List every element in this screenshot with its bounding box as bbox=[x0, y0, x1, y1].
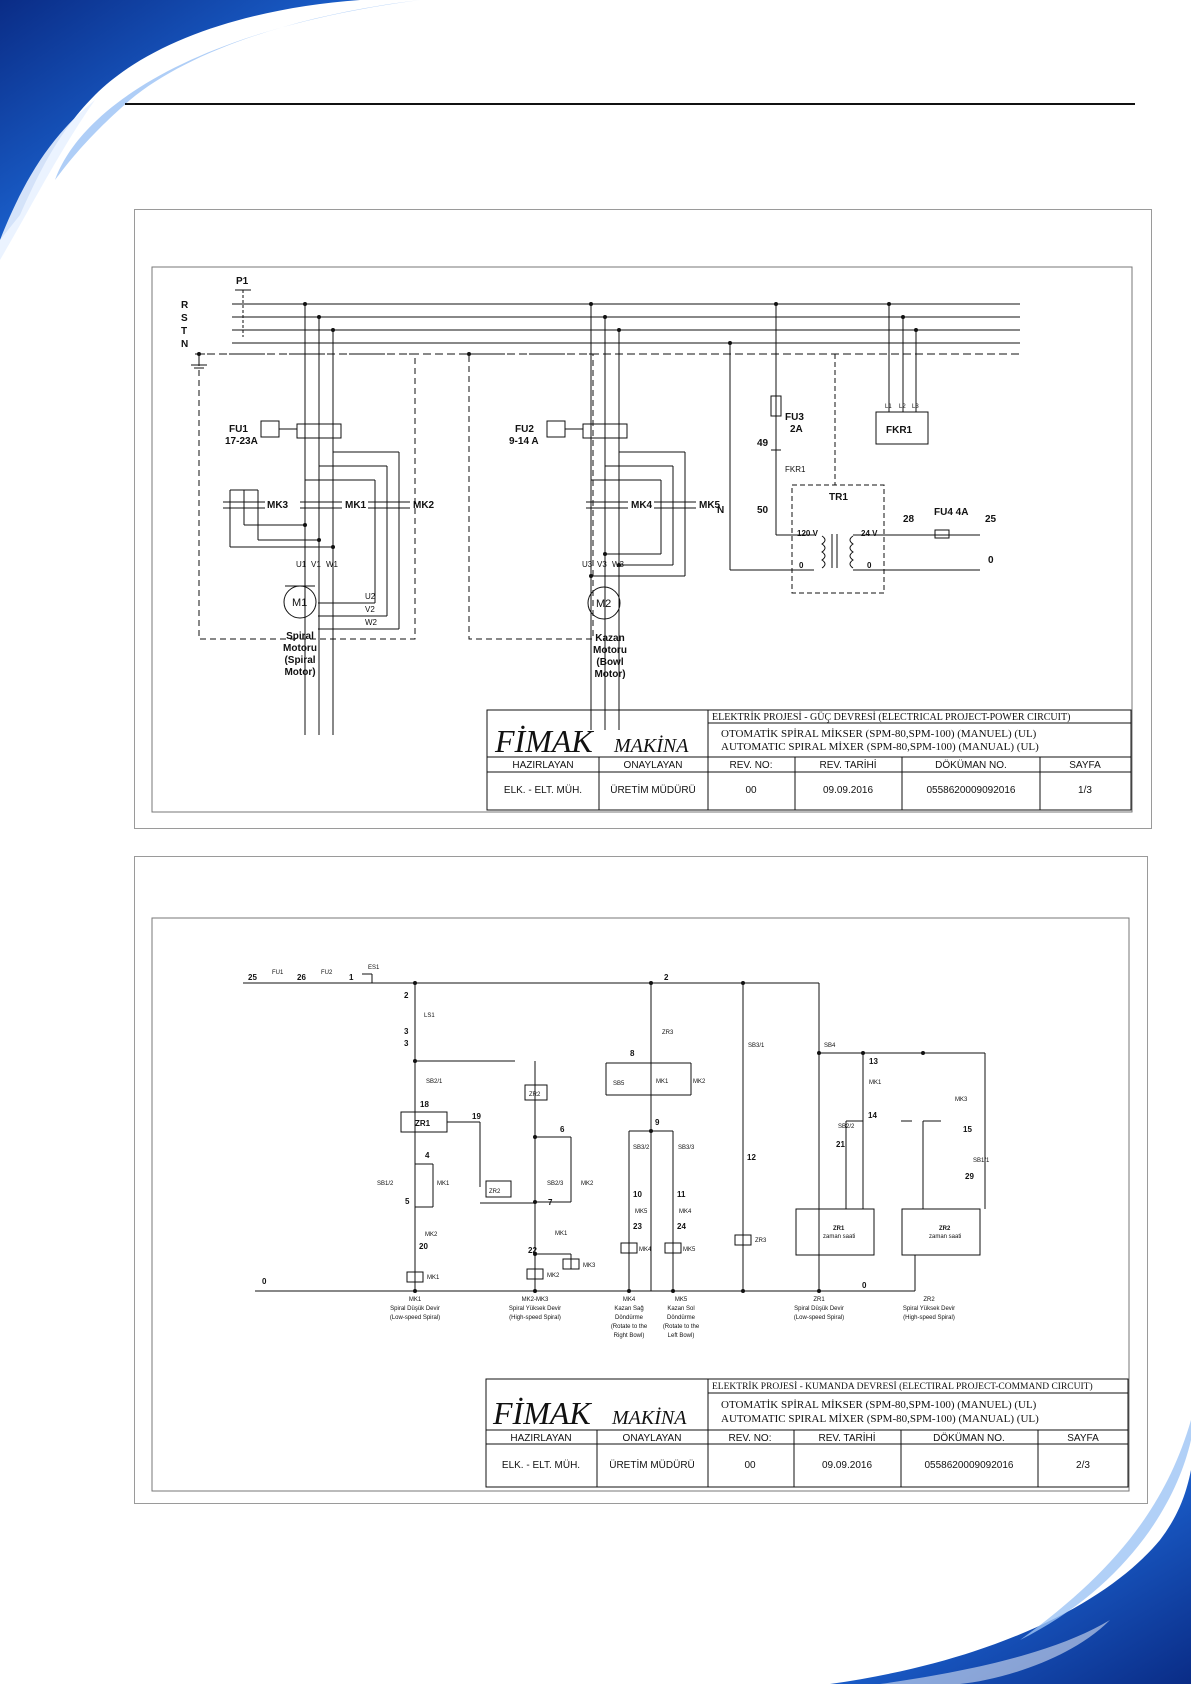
label-zr3-contact: ZR3 bbox=[662, 1030, 674, 1036]
label-p1: P1 bbox=[236, 276, 249, 287]
caption-zr1-line: Spiral Düşük Devir bbox=[794, 1306, 844, 1312]
timer-zr1-block-label: ZR1 bbox=[833, 1226, 845, 1232]
label-9: 9 bbox=[655, 1118, 660, 1127]
tb-header-hazirlayan: HAZIRLAYAN bbox=[512, 760, 574, 771]
label-mk5: MK5 bbox=[699, 500, 721, 511]
transformer-tr1-label: TR1 bbox=[829, 492, 848, 503]
label-u1: U1 bbox=[296, 560, 307, 569]
label-0-right: 0 bbox=[862, 1281, 867, 1290]
brand-logo: FİMAK bbox=[495, 723, 593, 759]
label-13: 13 bbox=[869, 1057, 878, 1066]
command-circuit-sheet bbox=[134, 856, 1148, 1504]
brand-logo-secondary: MAKİNA bbox=[614, 735, 689, 757]
label-mk1-contact-c: MK1 bbox=[656, 1079, 669, 1085]
coil-mk3-label: MK3 bbox=[583, 1263, 596, 1269]
description-tr: OTOMATİK SPİRAL MİKSER (SPM-80,SPM-100) (MANUEL) (UL) bbox=[721, 1399, 1037, 1411]
coil-mk2-label: MK2 bbox=[547, 1273, 560, 1279]
tb-value-onaylayan: ÜRETİM MÜDÜRÜ bbox=[610, 785, 696, 796]
label-23: 23 bbox=[633, 1222, 642, 1231]
label-u3: U3 bbox=[582, 560, 593, 569]
label-v2: V2 bbox=[365, 605, 375, 614]
tb-header-page: SAYFA bbox=[1067, 1433, 1099, 1444]
label-26: 26 bbox=[297, 973, 306, 982]
tb-header-rev-no: REV. NO: bbox=[728, 1433, 772, 1444]
label-22: 22 bbox=[528, 1246, 537, 1255]
label-fu3-rating: 2A bbox=[790, 424, 803, 435]
tb-header-page: SAYFA bbox=[1069, 760, 1101, 771]
caption-zr2-line: ZR2 bbox=[923, 1297, 935, 1303]
label-fu2-rating: 9-14 A bbox=[509, 436, 539, 447]
brand-logo-secondary: MAKİNA bbox=[612, 1407, 687, 1429]
label-mk2-contact: MK2 bbox=[425, 1232, 438, 1238]
caption-mk1-line: (Low-speed Spiral) bbox=[389, 1315, 441, 1321]
label-fu1: FU1 bbox=[229, 424, 248, 435]
tb-header-onaylayan: ONAYLAYAN bbox=[622, 1433, 682, 1444]
caption-mk5-line: (Rotate to the bbox=[662, 1324, 700, 1330]
tb-header-doc-no: DÖKÜMAN NO. bbox=[935, 760, 1007, 771]
timer-zr2-caption: zaman saati bbox=[929, 1234, 962, 1240]
caption-mk4-line: Kazan Sağ bbox=[614, 1306, 644, 1312]
label-sb1-2: SB1/2 bbox=[377, 1181, 394, 1187]
label-n-wire: N bbox=[717, 505, 725, 516]
label-fu4: FU4 4A bbox=[934, 507, 969, 518]
tb-value-onaylayan: ÜRETİM MÜDÜRÜ bbox=[609, 1460, 695, 1471]
caption-mk5-line: MK5 bbox=[674, 1297, 688, 1303]
label-sb3-3: SB3/3 bbox=[678, 1145, 695, 1151]
caption-zr1-line: (Low-speed Spiral) bbox=[793, 1315, 845, 1321]
timer-zr2-contact-label: ZR2 bbox=[489, 1189, 501, 1195]
label-mk3-contact-d: MK3 bbox=[955, 1097, 968, 1103]
label-mk2-contact-c: MK2 bbox=[693, 1079, 706, 1085]
coil-mk4-label: MK4 bbox=[639, 1247, 652, 1253]
caption-mk1-line: Spiral Düşük Devir bbox=[390, 1306, 440, 1312]
caption-mk4-line: Right Bowl) bbox=[613, 1333, 645, 1339]
label-19: 19 bbox=[472, 1112, 481, 1121]
label-mk1-contact-d: MK1 bbox=[869, 1080, 882, 1086]
tb-header-doc-no: DÖKÜMAN NO. bbox=[933, 1433, 1005, 1444]
label-mk1-contact: MK1 bbox=[437, 1181, 450, 1187]
label-w2: W2 bbox=[365, 618, 377, 627]
label-l1: L1 bbox=[885, 404, 892, 410]
description-en: AUTOMATIC SPIRAL MİXER (SPM-80,SPM-100) (MANUAL) (UL) bbox=[721, 741, 1039, 753]
caption-mk2-mk3-line: Spiral Yüksek Devir bbox=[508, 1306, 562, 1312]
label-29: 29 bbox=[965, 1172, 974, 1181]
tb-value-rev-no: 00 bbox=[744, 1460, 756, 1471]
label-sb2-2: SB2/2 bbox=[838, 1124, 855, 1130]
label-fu3: FU3 bbox=[785, 412, 804, 423]
label-mk1: MK1 bbox=[345, 500, 367, 511]
m1-caption-line: (Spiral bbox=[284, 655, 316, 666]
label-sb2-1: SB2/1 bbox=[426, 1079, 443, 1085]
label-0-bus: 0 bbox=[262, 1277, 267, 1286]
caption-zr2-line: Spiral Yüksek Devir bbox=[902, 1306, 956, 1312]
tb-value-doc-no: 0558620009092016 bbox=[924, 1460, 1014, 1471]
tb-value-doc-no: 0558620009092016 bbox=[926, 785, 1016, 796]
caption-zr1-line: ZR1 bbox=[813, 1297, 825, 1303]
label-fu1-rating: 17-23A bbox=[225, 436, 258, 447]
caption-mk2-mk3-line: (High-speed Spiral) bbox=[509, 1315, 561, 1321]
tb-value-page: 1/3 bbox=[1078, 785, 1092, 796]
motor-m2-label: M2 bbox=[596, 598, 612, 610]
m2-caption-line: Motoru bbox=[593, 645, 627, 656]
label-50: 50 bbox=[757, 505, 769, 516]
label-24v: 24 V bbox=[861, 529, 878, 538]
label-21: 21 bbox=[836, 1140, 845, 1149]
tb-header-rev-date: REV. TARİHİ bbox=[819, 760, 877, 771]
description-en: AUTOMATIC SPIRAL MİXER (SPM-80,SPM-100) (MANUAL) (UL) bbox=[721, 1413, 1039, 1425]
label-v3: V3 bbox=[597, 560, 607, 569]
caption-zr2-line: (High-speed Spiral) bbox=[903, 1315, 955, 1321]
label-s: S bbox=[181, 313, 188, 324]
label-w1: W1 bbox=[326, 560, 338, 569]
label-mk4-contact: MK4 bbox=[679, 1209, 692, 1215]
label-r: R bbox=[181, 300, 189, 311]
label-mk2: MK2 bbox=[413, 500, 435, 511]
label-fkr1-contact: FKR1 bbox=[785, 465, 806, 474]
power-circuit-diagram bbox=[135, 210, 1151, 828]
description-tr: OTOMATİK SPİRAL MİKSER (SPM-80,SPM-100) (MANUEL) (UL) bbox=[721, 728, 1037, 740]
label-2: 2 bbox=[404, 991, 409, 1000]
label-mk2-contact-b: MK2 bbox=[581, 1181, 594, 1187]
label-ls1: LS1 bbox=[424, 1013, 435, 1019]
label-7: 7 bbox=[548, 1198, 553, 1207]
label-120v: 120 V bbox=[797, 529, 818, 538]
label-v1: V1 bbox=[311, 560, 321, 569]
tb-header-onaylayan: ONAYLAYAN bbox=[623, 760, 683, 771]
m1-caption-line: Motoru bbox=[283, 643, 317, 654]
label-0-primary: 0 bbox=[799, 561, 804, 570]
label-28: 28 bbox=[903, 514, 915, 525]
m1-caption-line: Spiral bbox=[286, 631, 314, 642]
timer-zr2-coil-label: ZR2 bbox=[529, 1092, 541, 1098]
label-18: 18 bbox=[420, 1100, 429, 1109]
timer-zr1-label: ZR1 bbox=[415, 1119, 431, 1128]
caption-mk5-line: Kazan Sol bbox=[667, 1306, 695, 1312]
label-15: 15 bbox=[963, 1125, 972, 1134]
coil-mk1-label: MK1 bbox=[427, 1275, 440, 1281]
label-6: 6 bbox=[560, 1125, 565, 1134]
project-title: ELEKTRİK PROJESİ - GÜÇ DEVRESİ (ELECTRICAL PROJECT-POWER CIRCUIT) bbox=[712, 712, 1071, 723]
label-10: 10 bbox=[633, 1190, 642, 1199]
label-sb3-2: SB3/2 bbox=[633, 1145, 650, 1151]
label-t: T bbox=[181, 326, 188, 337]
label-14: 14 bbox=[868, 1111, 877, 1120]
m2-caption-line: Motor) bbox=[594, 669, 626, 680]
coil-zr3-label: ZR3 bbox=[755, 1238, 767, 1244]
label-1: 1 bbox=[349, 973, 354, 982]
label-n: N bbox=[181, 339, 189, 350]
tb-header-hazirlayan: HAZIRLAYAN bbox=[510, 1433, 572, 1444]
label-11: 11 bbox=[677, 1190, 686, 1199]
label-20: 20 bbox=[419, 1242, 428, 1251]
timer-zr2-block-label: ZR2 bbox=[939, 1226, 951, 1232]
command-circuit-diagram bbox=[135, 857, 1147, 1503]
motor-m1-label: M1 bbox=[292, 597, 308, 609]
tb-value-rev-date: 09.09.2016 bbox=[821, 1460, 873, 1471]
label-sb5: SB5 bbox=[613, 1081, 625, 1087]
label-8: 8 bbox=[630, 1049, 635, 1058]
project-title: ELEKTRİK PROJESİ - KUMANDA DEVRESİ (ELECTIRAL PROJECT-COMMAND CIRCUIT) bbox=[712, 1382, 1093, 1392]
page-header-rule bbox=[125, 103, 1135, 105]
caption-mk4-line: (Rotate to the bbox=[610, 1324, 648, 1330]
label-3a: 3 bbox=[404, 1027, 409, 1036]
power-circuit-sheet bbox=[134, 209, 1152, 829]
label-0-secondary: 0 bbox=[867, 561, 872, 570]
label-24: 24 bbox=[677, 1222, 686, 1231]
label-12: 12 bbox=[747, 1153, 756, 1162]
fkr1-relay-label: FKR1 bbox=[886, 425, 913, 436]
tb-value-hazirlayan: ELK. - ELT. MÜH. bbox=[503, 785, 583, 796]
label-fu1: FU1 bbox=[272, 970, 284, 976]
label-0-out: 0 bbox=[988, 555, 994, 566]
label-fu2: FU2 bbox=[321, 970, 333, 976]
label-u2: U2 bbox=[365, 592, 376, 601]
timer-zr1-caption: zaman saati bbox=[823, 1234, 856, 1240]
tb-header-rev-date: REV. TARİHİ bbox=[818, 1433, 876, 1444]
label-l3: L3 bbox=[912, 404, 919, 410]
label-sb1-1: SB1/1 bbox=[973, 1158, 990, 1164]
label-sb4: SB4 bbox=[824, 1043, 836, 1049]
label-es1: ES1 bbox=[368, 965, 380, 971]
label-2-top: 2 bbox=[664, 973, 669, 982]
brand-logo: FİMAK bbox=[493, 1395, 591, 1431]
label-l2: L2 bbox=[899, 404, 906, 410]
caption-mk4-line: MK4 bbox=[622, 1297, 636, 1303]
tb-value-page: 2/3 bbox=[1076, 1460, 1090, 1471]
caption-mk5-line: Left Bowl) bbox=[667, 1333, 695, 1339]
label-mk5-contact: MK5 bbox=[635, 1209, 648, 1215]
label-sb2-3: SB2/3 bbox=[547, 1181, 564, 1187]
label-4: 4 bbox=[425, 1151, 430, 1160]
m1-caption-line: Motor) bbox=[284, 667, 316, 678]
caption-mk4-line: Döndürme bbox=[614, 1315, 644, 1321]
caption-mk1-line: MK1 bbox=[408, 1297, 422, 1303]
label-sb3-1: SB3/1 bbox=[748, 1043, 765, 1049]
m2-caption-line: Kazan bbox=[595, 633, 625, 644]
label-5: 5 bbox=[405, 1197, 410, 1206]
label-3b: 3 bbox=[404, 1039, 409, 1048]
caption-mk2-mk3-line: MK2-MK3 bbox=[521, 1297, 549, 1303]
tb-value-rev-date: 09.09.2016 bbox=[822, 785, 874, 796]
caption-mk5-line: Döndürme bbox=[666, 1315, 696, 1321]
label-w3: W3 bbox=[612, 560, 624, 569]
tb-header-rev-no: REV. NO: bbox=[729, 760, 773, 771]
label-mk4: MK4 bbox=[631, 500, 653, 511]
tb-value-rev-no: 00 bbox=[745, 785, 757, 796]
label-49: 49 bbox=[757, 438, 769, 449]
tb-value-hazirlayan: ELK. - ELT. MÜH. bbox=[501, 1460, 581, 1471]
m2-caption-line: (Bowl bbox=[596, 657, 624, 668]
label-mk1-contact-b: MK1 bbox=[555, 1231, 568, 1237]
label-25: 25 bbox=[248, 973, 257, 982]
label-fu2: FU2 bbox=[515, 424, 534, 435]
label-mk3: MK3 bbox=[267, 500, 289, 511]
label-25: 25 bbox=[985, 514, 997, 525]
coil-mk5-label: MK5 bbox=[683, 1247, 696, 1253]
